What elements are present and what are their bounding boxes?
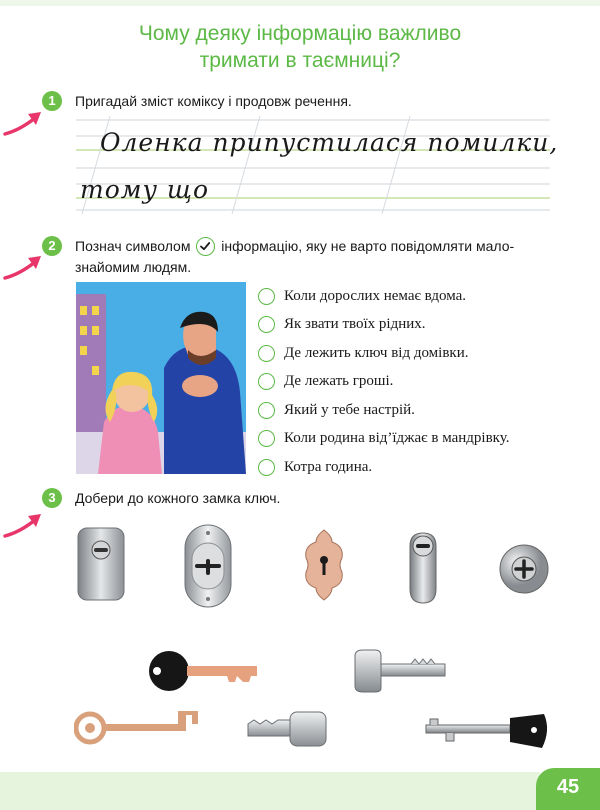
task-2-instruction (75, 235, 514, 257)
option-label: Коли родина від’їджає в мандрівку. (284, 430, 510, 447)
comic-illustration (76, 282, 246, 474)
lock-plate-ornate-icon[interactable] (302, 528, 346, 602)
answer-options (258, 282, 509, 482)
task-2-text-before: Познач символом (75, 238, 191, 254)
option-item[interactable] (258, 396, 509, 425)
footer-bar (0, 772, 540, 810)
task-number-badge: 1 (42, 91, 62, 111)
page-number: 45 (536, 768, 600, 810)
task-3-instruction: Добери до кожного замка ключ. (75, 490, 281, 506)
task-2-text-after: інформацію, яку не варто повідомляти мало- (221, 238, 515, 254)
checkmark-circle-icon (196, 237, 215, 256)
option-checkbox[interactable] (258, 316, 275, 333)
lock-cylinder-icon[interactable] (408, 531, 438, 605)
pointer-arrow-icon (2, 254, 46, 284)
lock-plate-square-icon[interactable] (76, 526, 126, 602)
option-item[interactable] (258, 453, 509, 482)
lock-round-icon[interactable] (498, 543, 550, 595)
page-title (0, 20, 600, 74)
key-silver-flat-icon[interactable] (351, 648, 449, 694)
handwriting-line-1: Оленка припустилася помилки, (100, 128, 559, 157)
key-black-round-icon[interactable] (147, 648, 265, 694)
option-checkbox[interactable] (258, 402, 275, 419)
task-number-badge: 3 (42, 488, 62, 508)
task-2-instruction-line-2: знайомим людям. (75, 259, 192, 275)
option-label: Коли дорослих немає вдома. (284, 287, 467, 304)
pointer-arrow-icon (2, 512, 46, 542)
key-silver-cylinder-icon[interactable] (244, 710, 330, 748)
option-checkbox[interactable] (258, 345, 275, 362)
option-item[interactable] (258, 368, 509, 397)
task-number-badge: 2 (42, 236, 62, 256)
option-checkbox[interactable] (258, 459, 275, 476)
top-strip (0, 0, 600, 6)
page-title-line-2: тримати в таємниці? (199, 49, 401, 72)
option-item[interactable] (258, 339, 509, 368)
option-label: Який у тебе настрій. (284, 401, 415, 418)
lock-plate-oval-icon[interactable] (183, 523, 233, 609)
page-title-line-1: Чому деяку інформацію важливо (138, 22, 462, 45)
key-black-triangle-icon[interactable] (424, 710, 552, 752)
option-item[interactable] (258, 425, 509, 454)
option-item[interactable] (258, 311, 509, 340)
option-label: Котра година. (284, 458, 373, 475)
option-label: Де лежить ключ від домівки. (284, 344, 469, 361)
key-ornate-copper-icon[interactable] (74, 707, 202, 749)
option-checkbox[interactable] (258, 373, 275, 390)
option-checkbox[interactable] (258, 430, 275, 447)
option-item[interactable] (258, 282, 509, 311)
option-label: Де лежать гроші. (284, 373, 394, 390)
option-checkbox[interactable] (258, 288, 275, 305)
task-1-instruction: Пригадай зміст коміксу і продовж речення. (75, 93, 352, 109)
handwriting-line-2: тому що (80, 175, 210, 204)
option-label: Як звати твоїх рідних. (284, 316, 426, 333)
pointer-arrow-icon (2, 110, 46, 140)
